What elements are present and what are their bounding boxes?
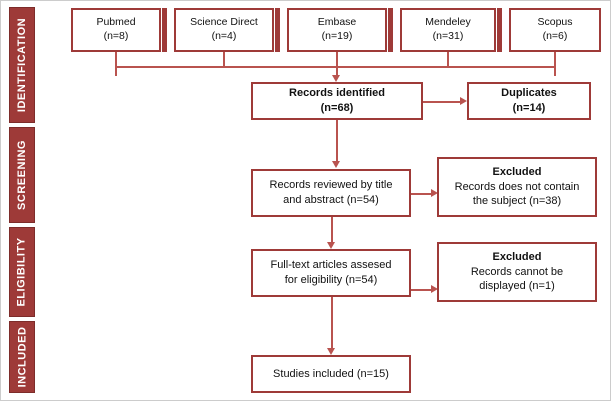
excluded-displayed-line3: displayed (n=1): [479, 280, 555, 293]
source-separator-4: [497, 8, 502, 52]
full-text-line2: for eligibility (n=54): [284, 274, 378, 286]
box-studies-included: [251, 355, 411, 393]
source-box-science-direct: [174, 8, 274, 52]
source-name-pubmed: Pubmed: [96, 16, 136, 29]
source-separator-3: [388, 8, 393, 52]
source-count-mendeley: (n=31): [432, 30, 464, 42]
excluded-subject-line2: Records does not contain: [454, 180, 580, 193]
records-reviewed-line2: and abstract (n=54): [283, 194, 379, 206]
arrow-records-to-duplicates: [460, 97, 467, 105]
connector-records-to-reviewed: [336, 120, 338, 164]
studies-included-line1: Studies included (n=15): [273, 367, 389, 380]
box-records-identified: [251, 82, 423, 120]
source-separator-1: [162, 8, 167, 52]
excluded-displayed-line2: Records cannot be: [470, 265, 564, 278]
source-count-pubmed: (n=8): [103, 30, 129, 42]
records-reviewed-line1: Records reviewed by title: [269, 179, 393, 192]
source-count-embase: (n=19): [321, 30, 353, 42]
source-box-pubmed: [71, 8, 161, 52]
source-name-mendeley: Mendeley: [425, 16, 471, 29]
box-duplicates: [467, 82, 591, 120]
records-identified-line1: Records identified: [289, 87, 385, 100]
source-count-scopus: (n=6): [542, 30, 568, 42]
duplicates-line1: Duplicates: [501, 87, 557, 100]
full-text-line1: Full-text articles assesed: [270, 259, 392, 272]
arrow-records-to-reviewed: [332, 161, 340, 168]
box-full-text-articles: [251, 249, 411, 297]
source-name-science-direct: Science Direct: [190, 16, 258, 29]
excluded-subject-line3: the subject (n=38): [472, 195, 562, 208]
records-identified-line2: (n=68): [320, 102, 354, 114]
connector-reviewed-to-excluded: [411, 193, 433, 195]
stage-bar-screening: [9, 127, 35, 223]
connector-manifold-left-tick: [115, 66, 117, 76]
stage-bar-included: [9, 321, 35, 393]
connector-fulltext-to-included: [331, 297, 333, 351]
connector-scopus-down: [554, 52, 556, 66]
connector-reviewed-to-fulltext: [331, 217, 333, 245]
source-name-scopus: Scopus: [537, 16, 573, 29]
source-box-scopus: [509, 8, 601, 52]
stage-label-identification: IDENTIFICATION: [16, 17, 28, 113]
excluded-displayed-title: Excluded: [492, 250, 542, 263]
stage-label-eligibility: ELIGIBILITY: [16, 237, 28, 307]
stage-label-screening: SCREENING: [16, 140, 28, 210]
stage-bar-identification: [9, 7, 35, 123]
stage-label-included: INCLUDED: [16, 326, 28, 388]
connector-sources-manifold: [115, 66, 555, 68]
source-box-embase: [287, 8, 387, 52]
arrow-reviewed-to-fulltext: [327, 242, 335, 249]
box-excluded-subject: [437, 157, 597, 217]
connector-fulltext-to-excluded: [411, 289, 433, 291]
box-records-reviewed: [251, 169, 411, 217]
duplicates-line2: (n=14): [512, 102, 546, 114]
excluded-subject-title: Excluded: [492, 165, 542, 178]
connector-science-direct-down: [223, 52, 225, 66]
box-excluded-displayed: [437, 242, 597, 302]
arrow-manifold-to-records: [332, 75, 340, 82]
connector-embase-down: [336, 52, 338, 66]
connector-manifold-right-tick: [554, 66, 556, 76]
connector-mendeley-down: [447, 52, 449, 66]
stage-bar-eligibility: [9, 227, 35, 317]
arrow-fulltext-to-included: [327, 348, 335, 355]
connector-records-to-duplicates: [423, 101, 461, 103]
source-box-mendeley: [400, 8, 496, 52]
connector-pubmed-down: [115, 52, 117, 66]
source-count-science-direct: (n=4): [211, 30, 237, 42]
source-name-embase: Embase: [317, 16, 357, 29]
source-separator-2: [275, 8, 280, 52]
